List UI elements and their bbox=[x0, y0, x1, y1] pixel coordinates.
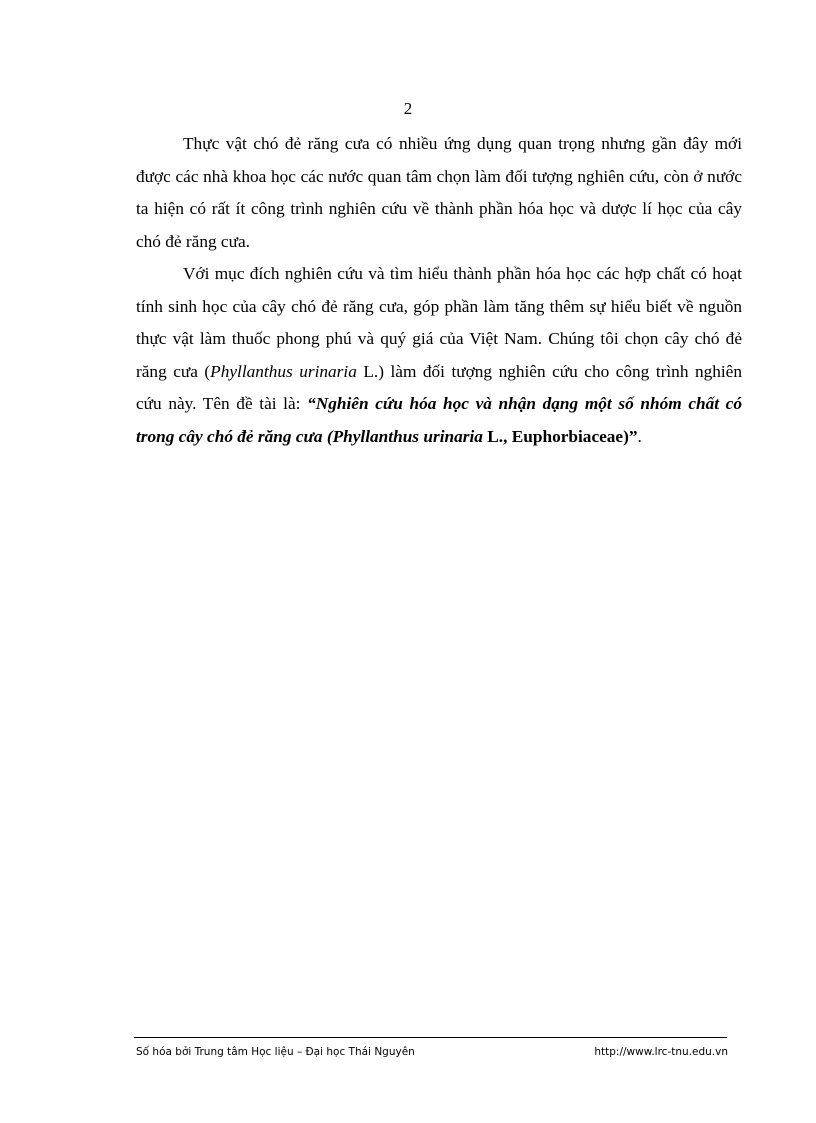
paragraph-2 bbox=[136, 258, 742, 453]
paragraph-2-text-1: Với mục đích nghiên cứu và tìm hiểu thành phần hóa học các hợp chất có hoạt tính sinh học của cây chó đẻ răng cưa, góp phần làm tăng thêm sự hiểu biết về nguồn thực vật làm thuốc phong phú và quý giá của Việt Nam. Chúng tôi chọn cây chó đẻ răng cưa ( bbox=[136, 264, 742, 381]
thesis-title-part-1: “Nghiên cứu hóa học và nhận dạng một số nhóm chất có trong cây chó đẻ răng cưa ( bbox=[136, 394, 742, 446]
species-name-2: Phyllanthus urinaria bbox=[332, 426, 483, 446]
paragraph-2-end: . bbox=[637, 426, 642, 446]
footer-divider bbox=[134, 1037, 727, 1038]
document-body bbox=[136, 128, 742, 453]
thesis-title-part-2: L., Euphorbiaceae)” bbox=[482, 426, 638, 446]
footer-source: Số hóa bởi Trung tâm Học liệu – Đại học Thái Nguyên bbox=[136, 1046, 415, 1058]
footer bbox=[136, 1045, 728, 1059]
species-name-1: Phyllanthus urinaria bbox=[210, 361, 357, 381]
footer-url: http://www.lrc-tnu.edu.vn bbox=[594, 1046, 728, 1058]
page-number: 2 bbox=[403, 99, 413, 118]
paragraph-1: Thực vật chó đẻ răng cưa có nhiều ứng dụng quan trọng nhưng gần đây mới được các nhà khoa học các nước quan tâm chọn làm đối tượng nghiên cứu, còn ở nước ta hiện có rất ít công trình nghiên cứu về thành phần hóa học và dược lí học của cây chó đẻ răng cưa. bbox=[136, 134, 742, 251]
paragraph-2-text-2: L.) làm đối tượng nghiên cứu cho công trình nghiên cứu này. Tên đề tài là: bbox=[136, 361, 742, 413]
